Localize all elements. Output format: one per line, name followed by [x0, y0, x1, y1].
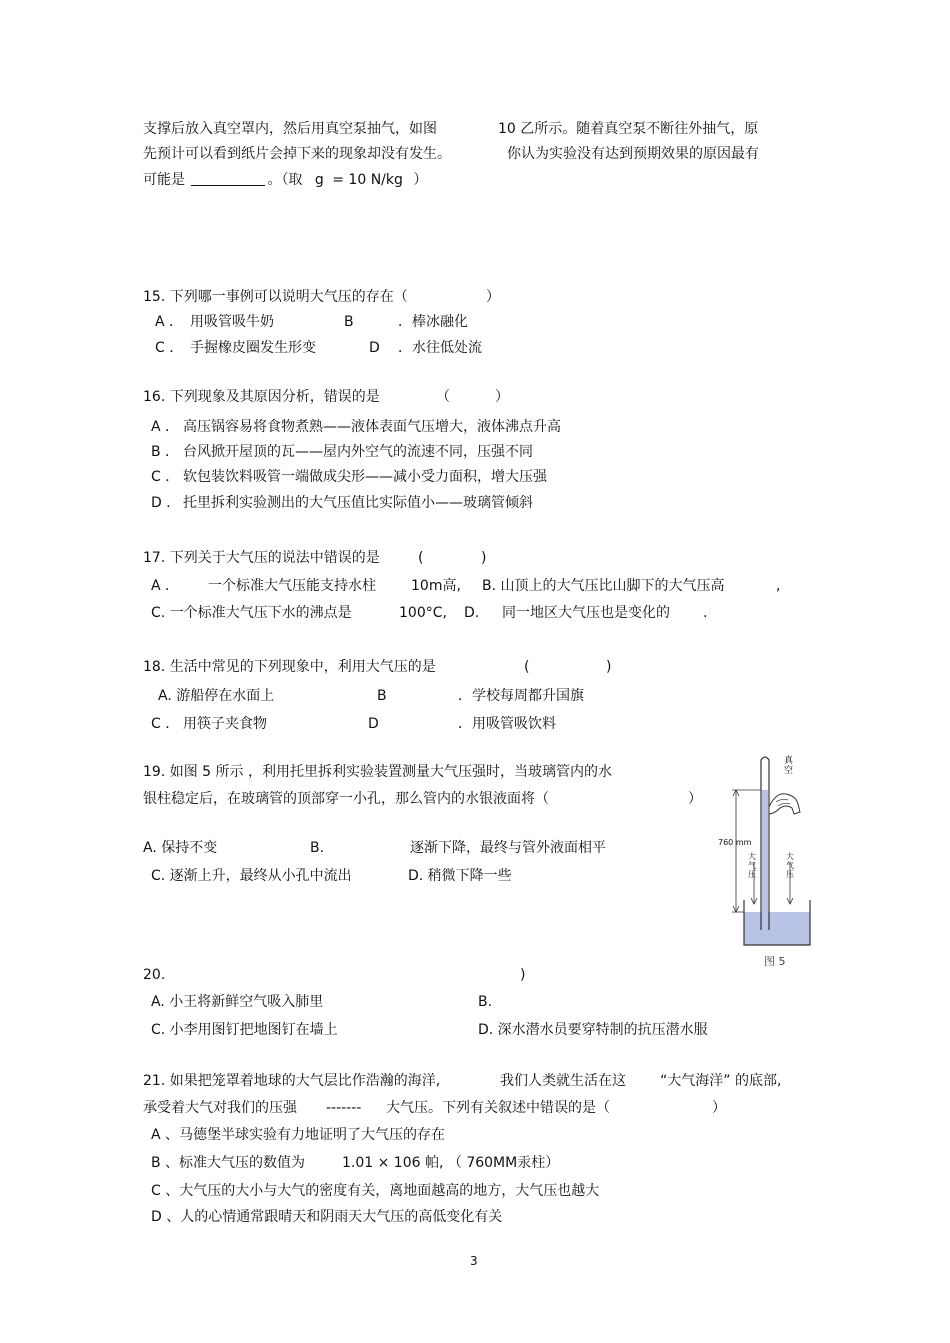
- page-number: 3: [470, 1254, 478, 1268]
- q20-a-text: A. 小王将新鲜空气吸入肺里: [151, 994, 324, 1010]
- q21-stem-1c: “大气海洋” 的底部,: [660, 1073, 782, 1089]
- q18-paren-close: ): [606, 659, 612, 675]
- q16-a-text: 高压锅容易将食物煮熟——液体表面气压增大，液体沸点升高: [183, 419, 561, 435]
- q16-paren: （: [436, 389, 450, 405]
- q21-stem-1b: 我们人类就生活在这: [500, 1073, 626, 1089]
- q21-a-text: A 、马德堡半球实验有力地证明了大气压的存在: [151, 1127, 446, 1143]
- intro-line-3d: = 10 N/kg: [332, 172, 403, 188]
- figure-5-drawing: [716, 752, 816, 977]
- q19-paren-close: ）: [688, 791, 702, 807]
- intro-line-3b: 。（取: [267, 172, 303, 188]
- q15-b-text: ．棒冰融化: [398, 314, 468, 330]
- intro-line-1b: 10 乙所示。随着真空泵不断往外抽气，原: [498, 121, 759, 137]
- intro-line-1a: 支撑后放入真空罩内，然后用真空泵抽气，如图: [143, 121, 437, 137]
- hand-icon: [769, 794, 800, 814]
- q15-stem: 15. 下列哪一事例可以说明大气压的存在（: [143, 289, 408, 305]
- q15-a-text: 用吸管吸牛奶: [190, 314, 274, 330]
- q21-c-text: C 、大气压的大小与大气的密度有关，离地面越高的地方，大气压也越大: [151, 1183, 600, 1199]
- q15-c-text: 手握橡皮圈发生形变: [190, 340, 316, 356]
- q16-c-letter: C ．: [151, 469, 180, 485]
- q17-d-letter: D.: [464, 605, 480, 621]
- q18-b-text: ．学校每周都升国旗: [458, 688, 584, 704]
- q17-stem: 17. 下列关于大气压的说法中错误的是: [143, 550, 380, 566]
- q21-stem-1a: 21. 如果把笼罩着地球的大气层比作浩瀚的海洋,: [143, 1073, 441, 1089]
- intro-line-3: [143, 171, 427, 189]
- intro-line-2a: 先预计可以看到纸片会掉下来的现象却没有发生。: [143, 146, 451, 162]
- q17-b-text: B. 山顶上的大气压比山脚下的大气压高: [482, 578, 725, 594]
- pressure-label-right: 大气压: [786, 852, 794, 879]
- q17-c-text: C. 一个标准大气压下水的沸点是: [151, 605, 352, 621]
- q16-paren-close: ）: [495, 389, 509, 405]
- q15-d-text: ．水往低处流: [398, 340, 482, 356]
- basin-liquid: [744, 912, 810, 945]
- q19-stem-2: 银柱稳定后，在玻璃管的顶部穿一小孔，那么管内的水银液面将（: [143, 791, 549, 807]
- q16-d-letter: D ．: [151, 495, 181, 511]
- q21-stem-2a: 承受着大气对我们的压强: [143, 1100, 297, 1116]
- q19-c-text: C. 逐渐上升，最终从小孔中流出: [151, 868, 352, 884]
- q15-a-letter: A ．: [155, 314, 184, 330]
- q18-stem: 18. 生活中常见的下列现象中，利用大气压的是: [143, 659, 436, 675]
- q15-b-letter: B: [344, 314, 354, 330]
- q20-b-text: B.: [478, 994, 493, 1010]
- q18-a-text: A. 游船停在水面上: [158, 688, 275, 704]
- q17-d-text: 同一地区大气压也是变化的: [502, 605, 670, 621]
- intro-line-3e: ）: [413, 172, 428, 188]
- q21-b-value: 1.01 × 106 帕, （ 760MM汞柱）: [342, 1155, 560, 1171]
- height-label: 760 mm: [718, 838, 752, 847]
- q16-b-letter: B ．: [151, 444, 180, 460]
- q19-d-text: D. 稍微下降一些: [408, 868, 512, 884]
- q18-b-letter: B: [377, 688, 387, 704]
- q16-c-text: 软包装饮料吸管一端做成尖形——减小受力面积，增大压强: [183, 469, 547, 485]
- q18-c-text: 用筷子夹食物: [183, 716, 267, 732]
- q15-d-letter: D: [369, 340, 380, 356]
- vacuum-label: 真空: [784, 756, 794, 776]
- q21-d-text: D 、人的心情通常跟晴天和阴雨天大气压的高低变化有关: [151, 1209, 503, 1225]
- q18-d-letter: D: [368, 716, 379, 732]
- q17-paren: (: [418, 550, 424, 566]
- q19-b-text: 逐渐下降，最终与管外液面相平: [410, 840, 606, 856]
- intro-line-3a: 可能是: [143, 172, 185, 188]
- q17-a-value: 10m高,: [411, 578, 461, 594]
- intro-line-2b: 你认为实验没有达到预期效果的原因最有: [507, 146, 759, 162]
- q21-b-text: B 、标准大气压的数值为: [151, 1155, 306, 1171]
- answer-blank: [191, 171, 265, 186]
- q20-c-text: C. 小李用图钉把地图钉在墙上: [151, 1022, 338, 1038]
- q19-b-letter: B.: [310, 840, 325, 856]
- q17-paren-close: ): [481, 550, 487, 566]
- q17-a-text: 一个标准大气压能支持水柱: [208, 578, 376, 594]
- q20-paren-close: ): [520, 967, 526, 983]
- pressure-label-left: 大气压: [748, 852, 756, 879]
- mercury-column: [762, 790, 768, 930]
- q20-stem: 20.: [143, 967, 166, 983]
- figure-caption: 图 5: [764, 955, 786, 968]
- q16-d-text: 托里拆利实验测出的大气压值比实际值小——玻璃管倾斜: [183, 495, 533, 511]
- q21-stem-2b: -------: [326, 1100, 362, 1116]
- intro-line-3c: g: [314, 172, 324, 188]
- q17-period: .: [703, 605, 708, 621]
- q19-a-text: A. 保持不变: [143, 840, 218, 856]
- q16-stem: 16. 下列现象及其原因分析，错误的是: [143, 389, 380, 405]
- q17-c-value: 100°C,: [399, 605, 447, 621]
- q18-d-text: ．用吸管吸饮料: [458, 716, 556, 732]
- q18-c-letter: C ．: [151, 716, 180, 732]
- q21-paren-close: ）: [712, 1100, 726, 1116]
- q21-stem-2c: 大气压。下列有关叙述中错误的是（: [386, 1100, 610, 1116]
- q17-a-letter: A ．: [151, 578, 180, 594]
- q17-comma: ,: [776, 578, 781, 594]
- figure-5-torricelli-apparatus: [716, 752, 816, 977]
- q15-paren-close: ）: [486, 289, 500, 305]
- q16-a-letter: A ．: [151, 419, 180, 435]
- q18-paren: (: [524, 659, 530, 675]
- q19-stem-1: 19. 如图 5 所示 ，利用托里拆利实验装置测量大气压强时，当玻璃管内的水: [143, 764, 612, 780]
- q20-d-text: D. 深水潜水员要穿特制的抗压潜水服: [478, 1022, 708, 1038]
- q16-b-text: 台风掀开屋顶的瓦——屋内外空气的流速不同，压强不同: [183, 444, 533, 460]
- q15-c-letter: C ．: [155, 340, 184, 356]
